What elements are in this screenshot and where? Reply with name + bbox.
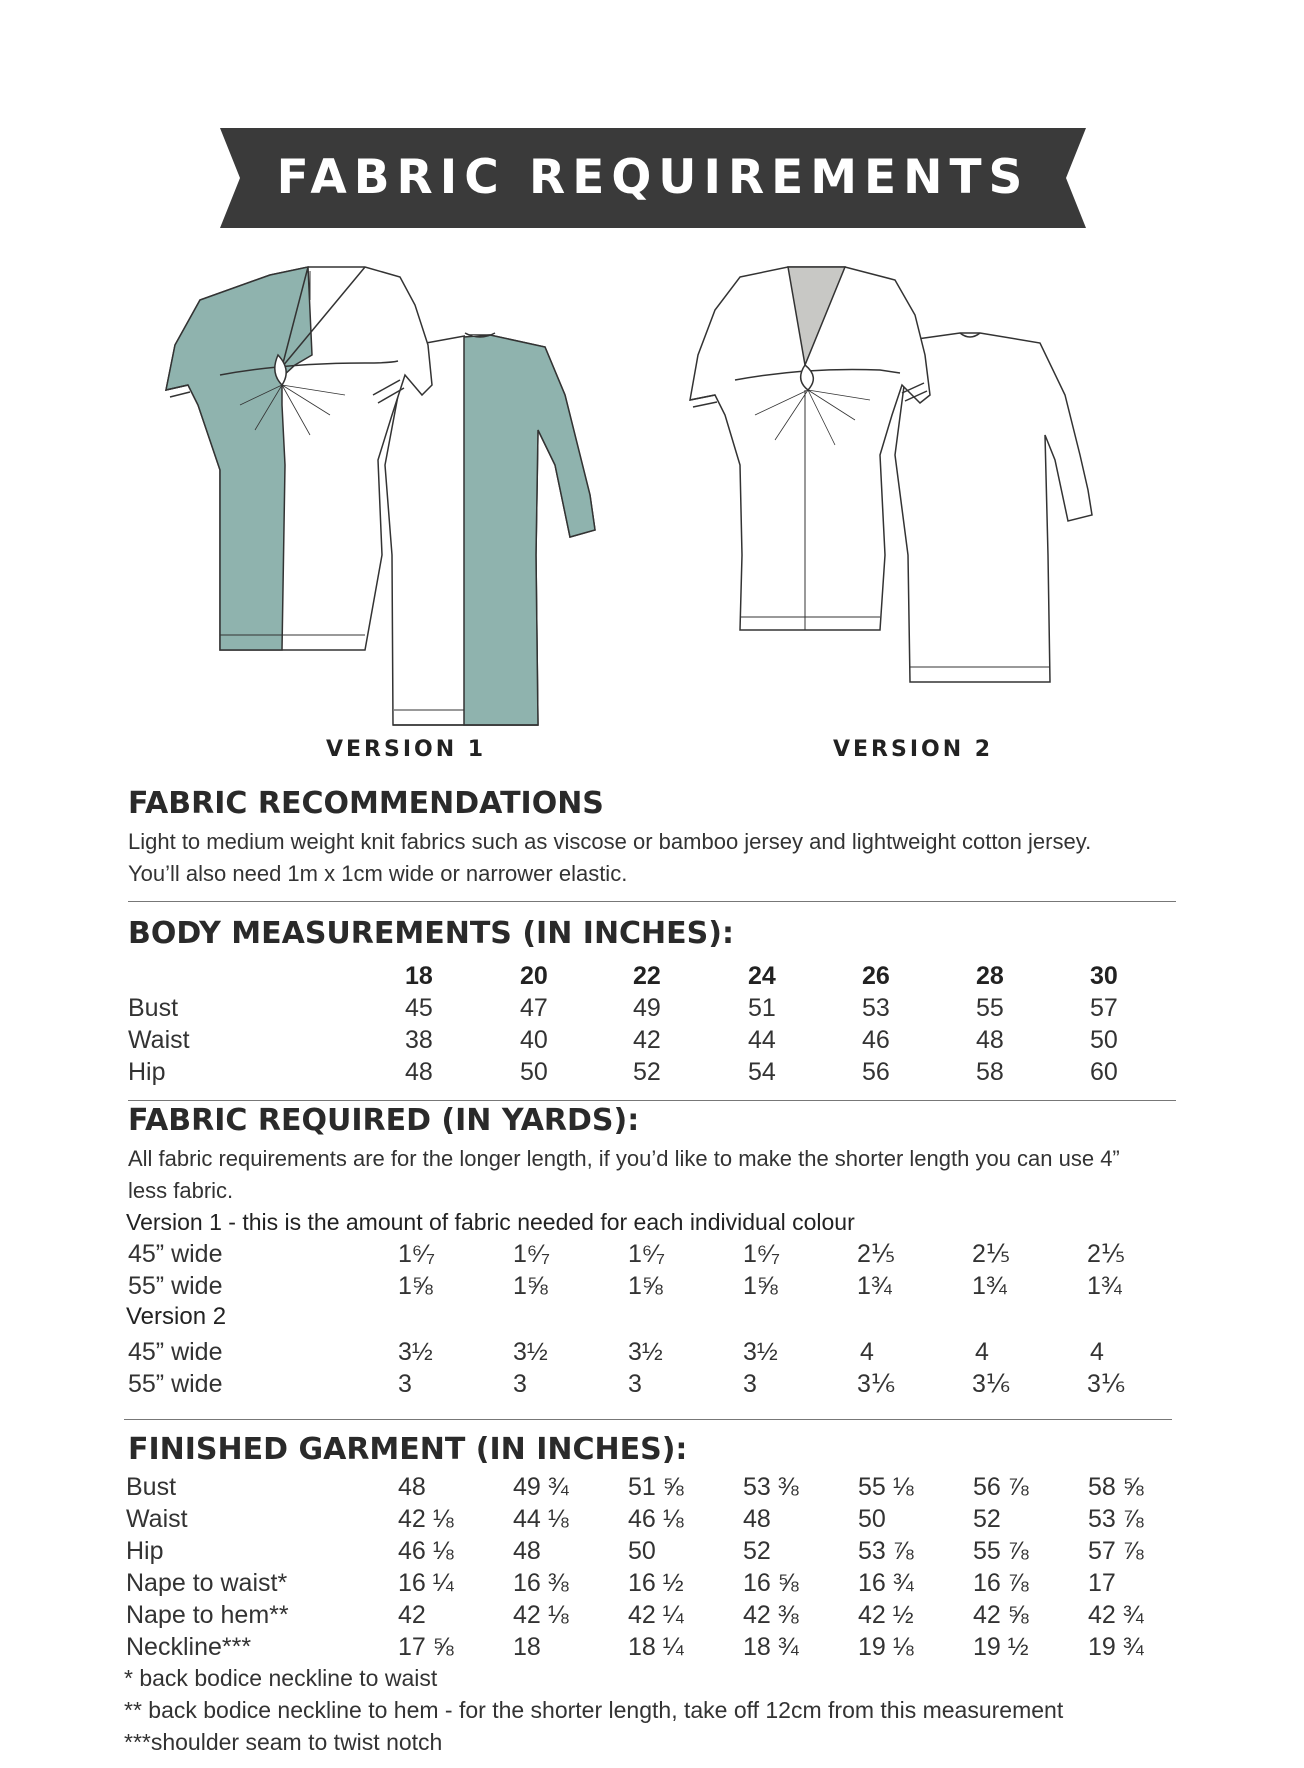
table-cell: 42 ½ [858, 1601, 914, 1629]
row-label: Nape to waist* [126, 1569, 288, 1597]
table-cell: 3⅙ [857, 1370, 896, 1398]
table-row [0, 1336, 1304, 1368]
row-label: Nape to hem** [126, 1601, 289, 1629]
table-cell: 3 [398, 1370, 412, 1398]
title-banner [220, 128, 1086, 228]
table-row [0, 1270, 1304, 1302]
table-cell: 19 ½ [973, 1633, 1029, 1661]
table-cell: 3⅙ [972, 1370, 1011, 1398]
table-cell: 3 [513, 1370, 527, 1398]
table-cell: 16 ⅝ [743, 1569, 799, 1597]
table-cell: 42 ¼ [628, 1601, 684, 1629]
table-cell: 53 [862, 994, 890, 1022]
table-cell: 50 [858, 1505, 886, 1533]
table-cell: 1⅝ [628, 1272, 663, 1300]
table-cell: 42 ⅝ [973, 1601, 1029, 1629]
size-header: 26 [862, 962, 890, 990]
table-cell: 16 ⅞ [973, 1569, 1029, 1597]
table-cell: 52 [973, 1505, 1001, 1533]
fabric-recommendations-line-2: You’ll also need 1m x 1cm wide or narrower elastic. [128, 861, 628, 886]
size-header: 30 [1090, 962, 1118, 990]
table-cell: 3½ [398, 1338, 433, 1366]
table-cell: 1¾ [972, 1272, 1007, 1300]
row-label: 55” wide [128, 1370, 223, 1398]
row-label: Bust [126, 1473, 177, 1501]
table-cell: 48 [398, 1473, 426, 1501]
size-header: 18 [405, 962, 433, 990]
table-cell: 42 [633, 1026, 661, 1054]
version-2-subheading: Version 2 [126, 1303, 227, 1330]
table-cell: 18 ¾ [743, 1633, 799, 1661]
row-label: Waist [128, 1026, 190, 1054]
table-cell: 58 [976, 1058, 1004, 1086]
table-cell: 4 [1090, 1338, 1104, 1366]
table-cell: 40 [520, 1026, 548, 1054]
footnote-3: ***shoulder seam to twist notch [124, 1729, 443, 1755]
row-label: 45” wide [128, 1338, 223, 1366]
size-header: 28 [976, 962, 1004, 990]
table-cell: 4 [860, 1338, 874, 1366]
table-cell: 57 ⅞ [1088, 1537, 1144, 1565]
table-cell: 16 ⅜ [513, 1569, 569, 1597]
table-cell: 45 [405, 994, 433, 1022]
version-1-dress-illustration [160, 255, 600, 735]
size-header: 24 [748, 962, 776, 990]
table-cell: 55 [976, 994, 1004, 1022]
table-cell: 1¾ [1087, 1272, 1122, 1300]
version-1-subheading: Version 1 - this is the amount of fabric needed for each individual colour [126, 1209, 855, 1235]
page-title: FABRIC REQUIREMENTS [276, 150, 1030, 205]
table-cell: 18 ¼ [628, 1633, 684, 1661]
footnote-1: * back bodice neckline to waist [124, 1665, 438, 1691]
fabric-required-intro-line-1: All fabric requirements are for the longer length, if you’d like to make the shorter length you can use 4” [128, 1146, 1120, 1171]
table-cell: 2⅕ [1087, 1240, 1126, 1268]
table-cell: 46 [862, 1026, 890, 1054]
table-cell: 52 [633, 1058, 661, 1086]
fabric-required-intro-line-2: less fabric. [128, 1178, 234, 1203]
table-cell: 1⁶⁄₇ [513, 1240, 550, 1268]
table-cell: 50 [628, 1537, 656, 1565]
table-cell: 1⁶⁄₇ [628, 1240, 665, 1268]
table-cell: 4 [975, 1338, 989, 1366]
table-row [0, 1238, 1304, 1270]
table-cell: 54 [748, 1058, 776, 1086]
size-header-row [0, 960, 1304, 992]
size-header: 22 [633, 962, 661, 990]
table-row [0, 1535, 1304, 1567]
table-cell: 42 ⅜ [743, 1601, 799, 1629]
table-cell: 16 ½ [628, 1569, 684, 1597]
divider [128, 1100, 1176, 1101]
table-row [0, 1056, 1304, 1088]
fabric-required-title: FABRIC REQUIRED (IN YARDS): [128, 1103, 640, 1138]
table-cell: 56 [862, 1058, 890, 1086]
table-cell: 48 [976, 1026, 1004, 1054]
table-cell: 58 ⅝ [1088, 1473, 1144, 1501]
version-1-label: VERSION 1 [326, 737, 487, 762]
table-cell: 60 [1090, 1058, 1118, 1086]
row-label: 55” wide [128, 1272, 223, 1300]
finished-garment-title: FINISHED GARMENT (IN INCHES): [128, 1432, 688, 1467]
table-cell: 1⅝ [513, 1272, 548, 1300]
table-cell: 48 [405, 1058, 433, 1086]
table-row [0, 1471, 1304, 1503]
table-cell: 17 ⅝ [398, 1633, 454, 1661]
table-cell: 17 [1088, 1569, 1116, 1597]
row-label: Waist [126, 1505, 188, 1533]
table-row [0, 1368, 1304, 1400]
row-label: Bust [128, 994, 179, 1022]
table-cell: 42 ⅛ [513, 1601, 569, 1629]
table-cell: 48 [743, 1505, 771, 1533]
table-cell: 46 ⅛ [398, 1537, 454, 1565]
version-2-dress-illustration [680, 255, 1120, 695]
table-cell: 56 ⅞ [973, 1473, 1029, 1501]
table-row [0, 1599, 1304, 1631]
table-row [0, 1503, 1304, 1535]
table-cell: 3½ [628, 1338, 663, 1366]
version-2-label: VERSION 2 [833, 737, 994, 762]
divider [124, 1419, 1172, 1420]
table-cell: 3½ [513, 1338, 548, 1366]
footnote-2: ** back bodice neckline to hem - for the shorter length, take off 12cm from this measurement [124, 1697, 1064, 1723]
table-cell: 16 ¾ [858, 1569, 914, 1597]
table-cell: 19 ¾ [1088, 1633, 1144, 1661]
table-cell: 50 [1090, 1026, 1118, 1054]
table-cell: 19 ⅛ [858, 1633, 914, 1661]
table-cell: 44 ⅛ [513, 1505, 569, 1533]
table-cell: 1⁶⁄₇ [398, 1240, 435, 1268]
table-cell: 1¾ [857, 1272, 892, 1300]
table-row [0, 1567, 1304, 1599]
table-cell: 55 ⅛ [858, 1473, 914, 1501]
table-cell: 42 [398, 1601, 426, 1629]
table-cell: 57 [1090, 994, 1118, 1022]
table-cell: 44 [748, 1026, 776, 1054]
table-row [0, 1631, 1304, 1663]
table-cell: 38 [405, 1026, 433, 1054]
table-cell: 49 ¾ [513, 1473, 569, 1501]
table-cell: 1⅝ [743, 1272, 778, 1300]
row-label: Hip [128, 1058, 166, 1086]
table-cell: 3⅙ [1087, 1370, 1126, 1398]
row-label: Neckline*** [126, 1633, 252, 1661]
table-cell: 2⅕ [857, 1240, 896, 1268]
table-cell: 16 ¼ [398, 1569, 454, 1597]
table-cell: 46 ⅛ [628, 1505, 684, 1533]
table-row [0, 992, 1304, 1024]
body-measurements-title: BODY MEASUREMENTS (IN INCHES): [128, 916, 734, 951]
row-label: Hip [126, 1537, 164, 1565]
table-cell: 51 ⅝ [628, 1473, 684, 1501]
table-cell: 53 ⅜ [743, 1473, 799, 1501]
table-cell: 1⅝ [398, 1272, 433, 1300]
version-1-back-view [385, 333, 595, 725]
table-row [0, 1024, 1304, 1056]
fabric-recommendations-line-1: Light to medium weight knit fabrics such as viscose or bamboo jersey and lightweight cotton jersey. [128, 829, 1092, 854]
row-label: 45” wide [128, 1240, 223, 1268]
table-cell: 3 [628, 1370, 642, 1398]
table-cell: 47 [520, 994, 548, 1022]
fabric-recommendations-title: FABRIC RECOMMENDATIONS [128, 786, 604, 821]
table-cell: 1⁶⁄₇ [743, 1240, 780, 1268]
table-cell: 50 [520, 1058, 548, 1086]
table-cell: 2⅕ [972, 1240, 1011, 1268]
table-cell: 53 ⅞ [1088, 1505, 1144, 1533]
table-cell: 18 [513, 1633, 541, 1661]
table-cell: 49 [633, 994, 661, 1022]
table-cell: 52 [743, 1537, 771, 1565]
version-2-front-view [690, 267, 930, 630]
table-cell: 48 [513, 1537, 541, 1565]
table-cell: 42 ⅛ [398, 1505, 454, 1533]
table-cell: 42 ¾ [1088, 1601, 1144, 1629]
table-cell: 3½ [743, 1338, 778, 1366]
divider [128, 901, 1176, 902]
table-cell: 55 ⅞ [973, 1537, 1029, 1565]
table-cell: 3 [743, 1370, 757, 1398]
size-header: 20 [520, 962, 548, 990]
table-cell: 53 ⅞ [858, 1537, 914, 1565]
table-cell: 51 [748, 994, 776, 1022]
